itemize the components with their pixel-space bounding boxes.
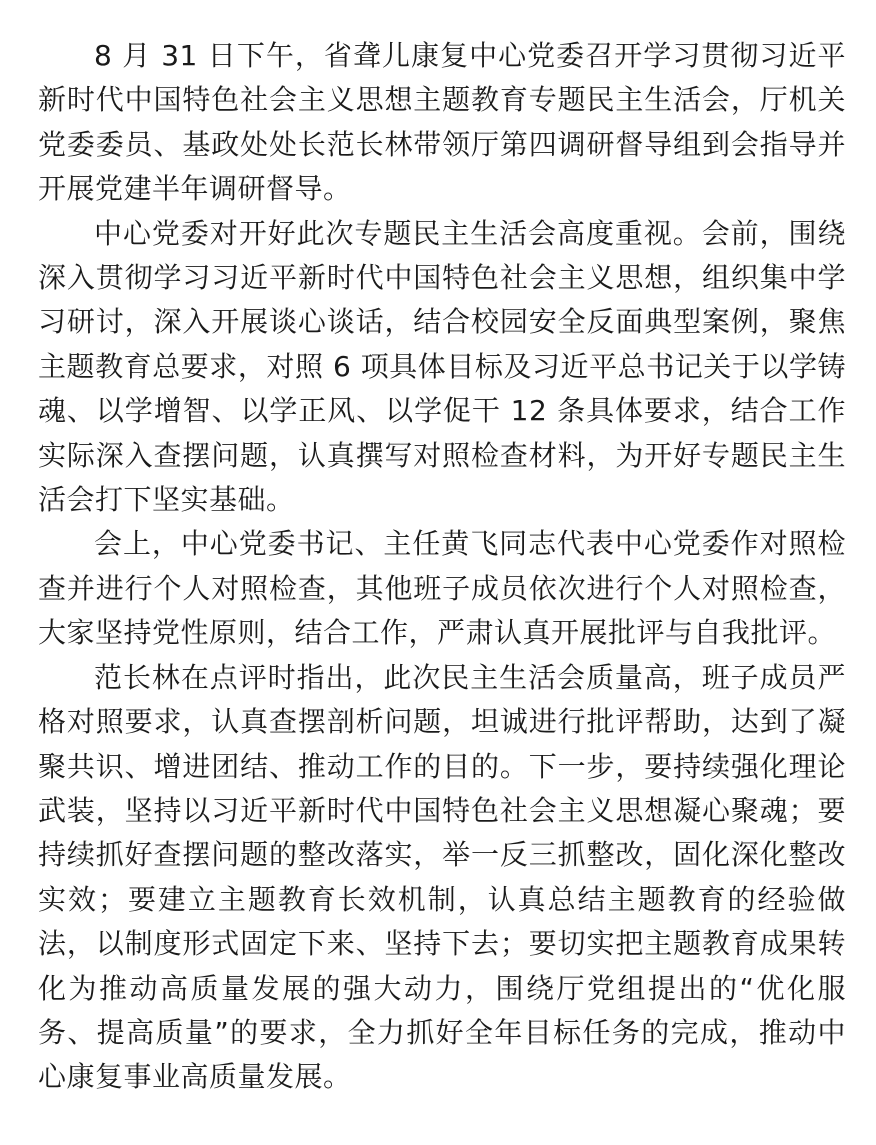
paragraph-2: 中心党委对开好此次专题民主生活会高度重视。会前，围绕深入贯彻学习习近平新时代中国特色社会主义思想，组织集中学习研讨，深入开展谈心谈话，结合校园安全反面典型案例，聚焦主题教育总要求，对照 6 项具体目标及习近平总书记关于以学铸魂、以学增智、以学正风、以学促干 12 条具体要求，结合工作实际深入查摆问题，认真撰写对照检查材料，为开好专题民主生活会打下坚实基础。 [38,216,846,517]
paragraph-3: 会上，中心党委书记、主任黄飞同志代表中心党委作对照检查并进行个人对照检查，其他班子成员依次进行个人对照检查，大家坚持党性原则，结合工作，严肃认真开展批评与自我批评。 [38,527,846,650]
paragraph-1: 8 月 31 日下午，省聋儿康复中心党委召开学习贯彻习近平新时代中国特色社会主义思想主题教育专题民主生活会，厅机关党委委员、基政处处长范长林带领厅第四调研督导组到会指导并开展党建半年调研督导。 [38,39,846,206]
paragraph-4: 范长林在点评时指出，此次民主生活会质量高，班子成员严格对照要求，认真查摆剖析问题，坦诚进行批评帮助，达到了凝聚共识、增进团结、推动工作的目的。下一步，要持续强化理论武装，坚持以习近平新时代中国特色社会主义思想凝心聚魂；要持续抓好查摆问题的整改落实，举一反三抓整改，固化深化整改实效；要建立主题教育长效机制，认真总结主题教育的经验做法，以制度形式固定下来、坚持下去；要切实把主题教育成果转化为推动高质量发展的强大动力，围绕厅党组提出的“优化服务、提高质量”的要求，全力抓好全年目标任务的完成，推动中心康复事业高质量发展。 [38,660,846,1094]
